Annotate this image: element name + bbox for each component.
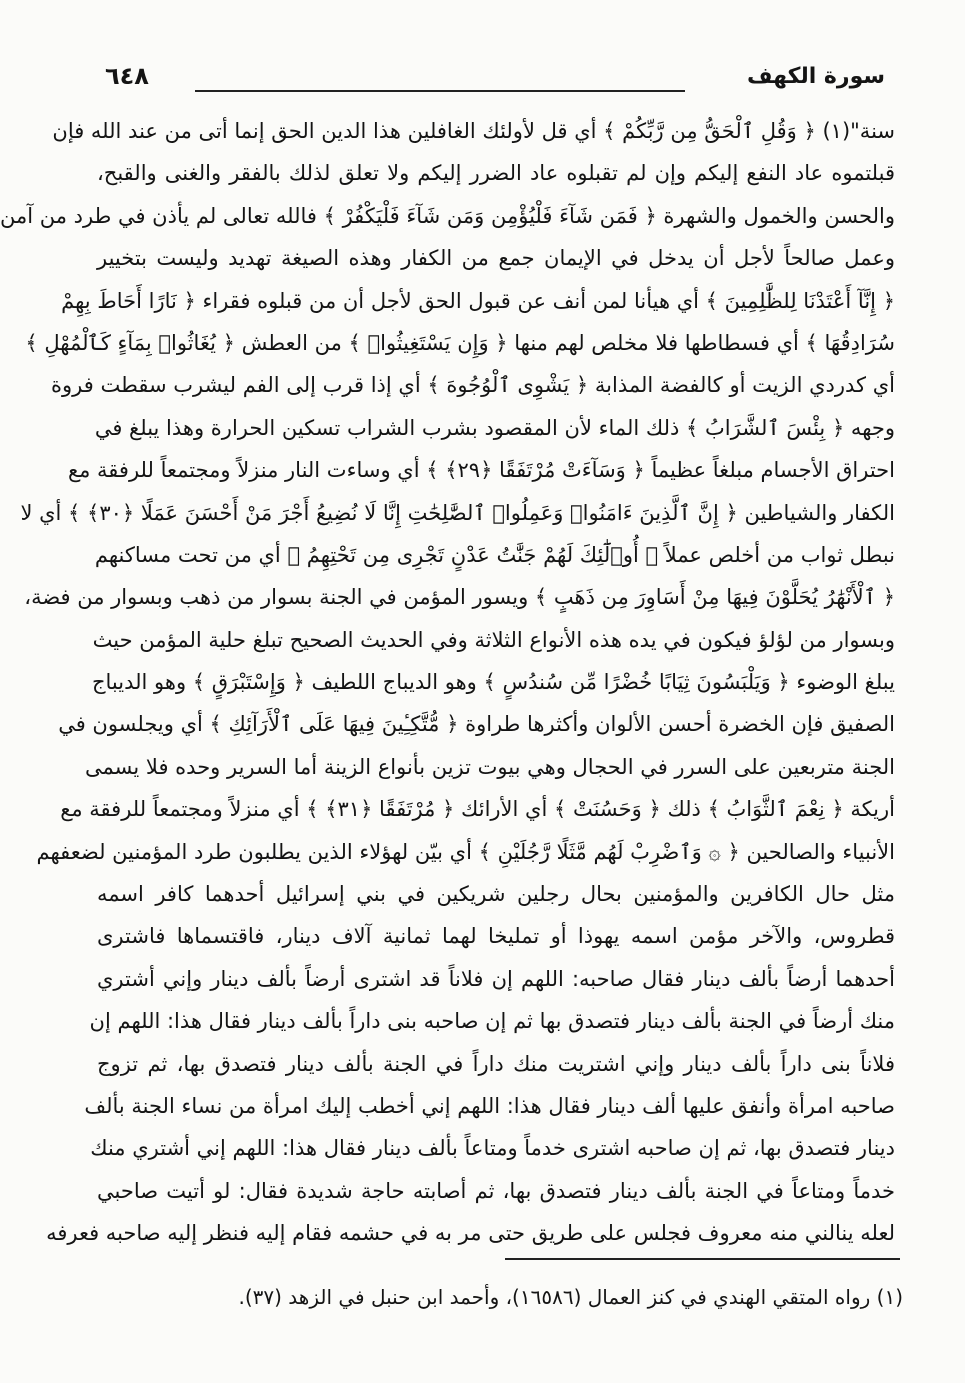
text-line: أي كدردي الزيت أو كالفضة المذابة ﴿ يَشْوِى ٱلْوُجُوهَ ﴾ أي إذا قرب إلى الفم ليشرب سقطت فروة (51, 373, 895, 398)
header-rule (195, 90, 685, 92)
text-line: أحدهما أرضاً بألف دينار فقال صاحبه: اللهم إن فلاناً قد اشترى أرضاً بألف دينار وإني أشتري (97, 966, 895, 991)
text-line: دينار فتصدق بها، ثم إن صاحبه اشترى خدماً ومتاعاً بألف دينار فقال هذا: اللهم إني أشتري منك (90, 1136, 895, 1161)
text-line: أريكة ﴿ نِعْمَ ٱلثَّوَابُ ﴾ ذلك ﴿ وَحَسُنَتْ ﴾ أي الأرائك ﴿ مُرْتَفَقًا ﴿٣١﴾ ﴾ أي منزلاً ومجتمعاً للرفقة مع (60, 797, 895, 822)
text-line: قبلتموه عاد النفع إليكم وإن لم تقبلوه عاد الضرر إليكم ولا تعلق لذلك بالفقر والغنى والقبح، (97, 161, 895, 186)
page-number: ٦٤٨ (105, 62, 149, 90)
text-line: مثل حال الكافرين والمؤمنين بحال رجلين شريكين في بني إسرائيل أحدهما كافر اسمه (97, 882, 895, 907)
text-line: يبلغ الوضوء ﴿ وَيَلْبَسُونَ ثِيَابًا خُضْرًا مِّن سُندُسٍ ﴾ وهو الديباج اللطيف ﴿ وَإِسْتَبْرَقٍ ﴾ وهو الديباج (91, 670, 895, 695)
text-line: الصفيق فإن الخضرة أحسن الألوان وأكثرها طراوة ﴿ مُّتَّكِـِٔينَ فِيهَا عَلَى ٱلْأَرَآئِكِ ﴾ أي ويجلسون في (58, 712, 895, 737)
text-line: نبطل ثواب من أخلص عملاً ﴿ أُو۟لَٰٓئِكَ لَهُمْ جَنَّٰتُ عَدْنٍ تَجْرِى مِن تَحْتِهِمُ ﴾ أي من تحت مساكنهم (94, 542, 895, 567)
body-text (0, 110, 895, 1255)
text-line: سُرَادِقُهَا ﴾ أي فسطاطها فلا مخلص لهم منها ﴿ وَإِن يَسْتَغِيثُوا۟ ﴾ من العطش ﴿ يُغَاثُوا۟ بِمَآءٍ كَٱلْمُهْلِ ﴾ (25, 330, 895, 355)
text-line: الكفار والشياطين ﴿ إِنَّ ٱلَّذِينَ ءَامَنُوا۟ وَعَمِلُوا۟ ٱلصَّٰلِحَٰتِ إِنَّا لَا نُضِيعُ أَجْرَ مَنْ أَحْسَنَ عَمَلًا ﴿٣٠﴾ ﴾ أي لا (20, 500, 895, 525)
text-line: والحسن والخمول والشهرة ﴿ فَمَن شَآءَ فَلْيُؤْمِن وَمَن شَآءَ فَلْيَكْفُرْ ﴾ فالله تعالى لم يأذن في طرد من آمن (0, 203, 895, 228)
text-line: ﴿ ٱلْأَنْهَٰرُ يُحَلَّوْنَ فِيهَا مِنْ أَسَاوِرَ مِن ذَهَبٍ ﴾ ويسور المؤمن في الجنة بسوار من ذهب وبسوار من فضة، (24, 585, 895, 610)
surah-title: سورة الكهف (746, 64, 885, 89)
text-line: فلاناً بنى داراً بألف دينار وإني اشتريت منك داراً في الجنة بألف دينار فتصدق بها، ثم تزوج (97, 1051, 895, 1076)
text-line: ﴿ إِنَّآ أَعْتَدْنَا لِلظَّٰلِمِينَ ﴾ أي هيأنا لمن أنف عن قبول الحق لأجل أن من قبلوه فقراء ﴿ نَارًا أَحَاطَ بِهِمْ (61, 288, 895, 313)
text-line: سنة"(١) ﴿ وَقُلِ ٱلْحَقُّ مِن رَّبِّكُمْ ﴾ أي قل لأولئك الغافلين هذا الدين الحق إنما أتى من عند الله فإن (52, 119, 895, 143)
footnote-rule (505, 1258, 900, 1260)
text-line: وبسوار من لؤلؤ فيكون في يده هذه الأنواع الثلاثة وفي الحديث الصحيح تبلغ حلية المؤمن حيث (92, 627, 895, 652)
page-header (105, 60, 885, 104)
text-line: وعمل صالحاً لأجل أن يدخل في الإيمان جمع من الكفار وهذه الصيغة تهديد وليست بتخيير (97, 246, 895, 271)
text-line: خدماً ومتاعاً في الجنة بألف دينار فتصدق بها، ثم أصابته حاجة شديدة فقال: لو أتيت صاحبي (97, 1178, 895, 1203)
text-line: وجهه ﴿ بِئْسَ ٱلشَّرَابُ ﴾ ذلك الماء لأن المقصود بشرب الشراب تسكين الحرارة وهذا يبلغ في (94, 415, 895, 440)
footnote: (١) رواه المتقي الهندي في كنز العمال (١٦٥٨٦)، وأحمد ابن حنبل في الزهد (٣٧). (238, 1285, 903, 1309)
text-line: الجنة متربعين على السرر في الحجال وهي بيوت تزين بأنواع الزينة أما السرير وحده فلا يسمى (85, 754, 895, 779)
text-line: صاحبه امرأة وأنفق عليها ألف دينار فقال هذا: اللهم إني أخطب إليك امرأة من نساء الجنة بألف (84, 1093, 895, 1118)
text-line: قطروس، والآخر مؤمن اسمه يهوذا أو تمليخا لهما ثمانية آلاف دينار، فاقتسماها فاشترى (97, 924, 895, 949)
text-line: الأنبياء والصالحين ﴿ ۞ وَٱضْرِبْ لَهُم مَّثَلًا رَّجُلَيْنِ ﴾ أي بيّن لهؤلاء الذين يطلبون طرد المؤمنين لضعفهم (36, 839, 895, 864)
text-line: احتراق الأجسام مبلغاً عظيماً ﴿ وَسَآءَتْ مُرْتَفَقًا ﴿٢٩﴾ ﴾ أي وساءت النار منزلاً ومجتمعاً للرفقة مع (67, 458, 895, 483)
text-line: منك أرضاً في الجنة بألف دينار فتصدق بها ثم إن صاحبه بنى داراً بألف دينار فقال هذا: اللهم إن (89, 1009, 895, 1034)
text-line: لعله ينالني منه معروف فجلس على طريق حتى مر به في حشمه فقام إليه فنظر إليه صاحبه فعرفه (46, 1221, 895, 1246)
